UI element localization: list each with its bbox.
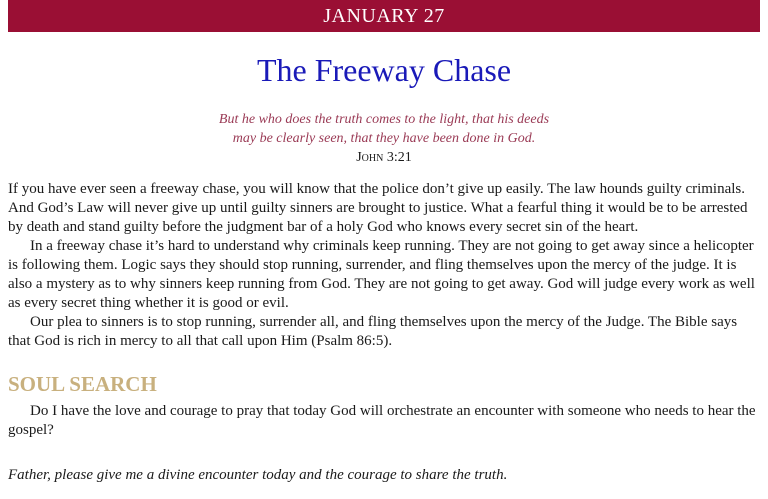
soul-search-heading: SOUL SEARCH [8,372,157,396]
soul-search-text: Do I have the love and courage to pray that today God will orchestrate an encounter with someone who needs to hear the gospel? [8,403,756,438]
scripture-reference [0,149,768,167]
closing-prayer: Father, please give me a divine encounter today and the courage to share the truth. [8,467,508,483]
verse-line-1: But he who does the truth comes to the light, that his deeds [218,112,550,127]
paragraph-2: In a freeway chase it’s hard to understand why criminals keep running. They are not going to get away since a helicopter is following them. Logic says they should stop running, surrender, and fling themselves upon the mercy of the judge. It is also a mystery as to why sinners keep running from God. They are not going to get away. God will judge every work as well as every secret thing whether it is good or evil. [8,238,755,311]
scripture-verse [0,110,768,148]
verse-line-2: may be clearly seen, that they have been done in God. [232,131,536,146]
paragraph-1: If you have ever seen a freeway chase, you will know that the police don’t give up easily. The law hounds guilty criminals. And God’s Law will never give up until guilty sinners are brought to justice. What a fearful thing it would be to be arrested by death and stand guilty before the judgment bar of a holy God who knows every secret sin of the heart. [8,181,748,235]
page-title: The Freeway Chase [256,52,512,88]
reference-book: John [356,150,384,165]
reference-chapter-verse: 3:21 [386,150,412,165]
paragraph-3: Our plea to sinners is to stop running, surrender all, and fling themselves upon the mercy of the Judge. The Bible says that God is rich in mercy to all that call upon Him (Psalm 86:5). [8,314,738,349]
devotional-body [8,180,760,351]
date-banner: JANUARY 27 [8,0,760,32]
